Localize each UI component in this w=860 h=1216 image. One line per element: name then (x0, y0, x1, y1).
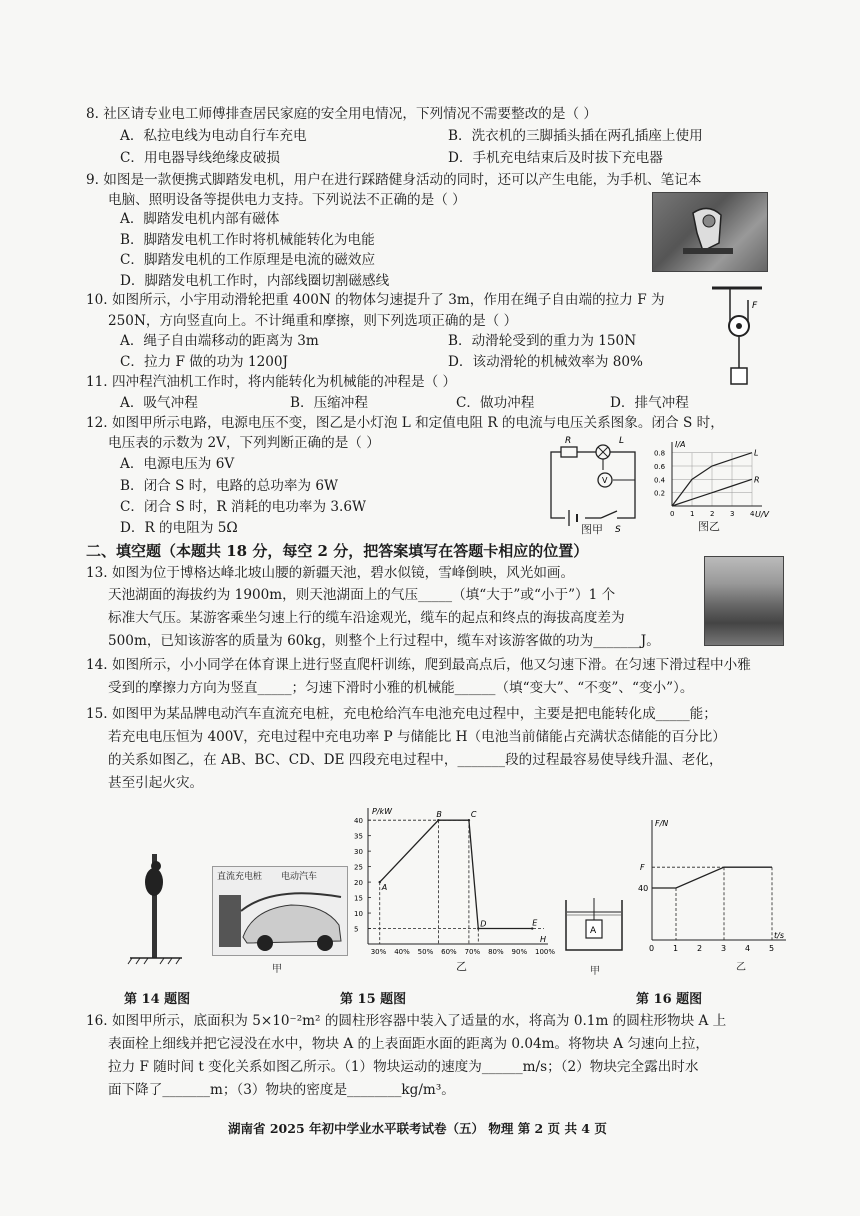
q10-option-d: D．该动滑轮的机械效率为 80% (448, 354, 643, 370)
fig15-jia-label: 甲 (272, 964, 282, 975)
f16-x-axis-label: t/s (774, 931, 784, 940)
caption-q14: 第 14 题图 (124, 992, 191, 1007)
q12-x-tick: 3 (730, 510, 735, 518)
f16-x-tick: 5 (769, 944, 775, 953)
q15-line4: 甚至引起火灾。 (108, 775, 204, 791)
q13-line3: 标准大气压。某游客乘坐匀速上行的缆车沿途观光，缆车的起点和终点的海拔高度差为 (108, 610, 625, 626)
circuit-resistor-label: R (565, 436, 572, 446)
f15-y-axis-label: P/kW (372, 807, 393, 816)
q14-line2: 受到的摩擦力方向为竖直_____；匀速下滑时小雅的机械能______（填“变大”、“不变”、“变小”）。 (108, 680, 694, 696)
f15-x-axis-label: H (540, 935, 547, 944)
f15-point-b (437, 819, 439, 821)
q11-option-c: C．做功冲程 (456, 395, 535, 411)
circuit-resistor (561, 447, 577, 457)
q12-y-tick: 0.2 (654, 489, 666, 498)
q12-option-c: C．闭合 S 时，R 消耗的电功率为 3.6W (120, 499, 366, 515)
f15-x-tick: 30% (370, 948, 387, 956)
q15-line1: 15. 如图甲为某品牌电动汽车直流充电桩，充电枪给汽车电池充电过程中，主要是把电能转化成_____能； (86, 706, 717, 722)
q9-option-b: B．脚踏发电机工作时将机械能转化为电能 (120, 232, 375, 248)
f15-point-label: E (532, 918, 538, 928)
f15-point-c (468, 819, 470, 821)
q12-x-tick: 2 (710, 510, 715, 518)
q9-option-a: A．脚踏发电机内部有磁体 (120, 211, 280, 227)
q16-line3: 拉力 F 随时间 t 变化关系如图乙所示。（1）物块运动的速度为______m/s；（2）物块完全露出时水 (108, 1059, 699, 1075)
q10-option-c: C．拉力 F 做的功为 1200J (120, 354, 288, 370)
f15-point-label: A (381, 883, 388, 893)
section-2-heading: 二、填空题（本题共 18 分，每空 2 分，把答案填写在答题卡相应的位置） (86, 542, 589, 560)
q12-iv-graph (650, 438, 768, 520)
q11-option-b: B．压缩冲程 (290, 395, 368, 411)
caption-q15: 第 15 题图 (340, 992, 407, 1007)
pulley-diagram (712, 282, 762, 394)
q12-stem-line1: 12. 如图甲所示电路，电源电压不变，图乙是小灯泡 L 和定值电阻 R 的电流与电压关系图象。闭合 S 时， (86, 415, 724, 431)
f15-point-a (379, 881, 381, 883)
q9-stem-line2: 电脑、照明设备等提供电力支持。下列说法不正确的是（ ） (108, 192, 466, 208)
q11-option-d: D．排气冲程 (610, 395, 689, 411)
q12-option-d: D．R 的电阻为 5Ω (120, 520, 238, 536)
f15-y-tick: 30 (354, 848, 363, 857)
f16-y-tick-f: F (640, 863, 645, 873)
q12-y-tick: 0.8 (654, 449, 666, 458)
q8-option-a: A．私拉电线为电动自行车充电 (120, 128, 307, 144)
q16-line4: 面下降了_______m；（3）物块的密度是________kg/m³。 (108, 1082, 455, 1098)
f16-x-tick: 2 (697, 944, 703, 953)
circuit-switch-label: S (615, 525, 621, 535)
q12-fig-yi-label: 图乙 (698, 520, 720, 533)
f15-y-tick: 15 (354, 894, 363, 903)
f15-x-tick: 70% (464, 948, 481, 956)
charging-pile-icon (219, 895, 241, 947)
q9-option-c: C．脚踏发电机的工作原理是电流的磁效应 (120, 252, 376, 268)
f15-y-tick: 10 (354, 910, 363, 919)
q10-stem-line2: 250N，方向竖直向上。不计绳重和摩擦，则下列选项正确的是（ ） (108, 313, 518, 329)
q8-option-c: C．用电器导线绝缘皮破损 (120, 150, 280, 166)
pulley-force-label: F (752, 301, 758, 311)
f15-y-tick: 5 (354, 925, 359, 934)
f16-y-axis-label: F/N (655, 819, 669, 828)
q11-stem: 11. 四冲程汽油机工作时，将内能转化为机械能的冲程是（ ） (86, 374, 457, 390)
f16-y-tick-40: 40 (638, 884, 649, 893)
f15-x-tick: 100% (535, 948, 556, 956)
q10-option-b: B．动滑轮受到的重力为 150N (448, 333, 637, 349)
q13-line2: 天池湖面的海拔约为 1900m，则天池湖面上的气压_____（填“大于”或“小于”）1 个 (108, 587, 616, 603)
q12-x-tick: 1 (690, 510, 695, 518)
label-electric-car: 电动汽车 (281, 872, 318, 882)
tianchi-lake-photo (704, 556, 784, 646)
climber-figure (145, 868, 163, 896)
page-footer: 湖南省 2025 年初中学业水平联考试卷（五） 物理 第 2 页 共 4 页 (228, 1121, 607, 1136)
circuit-wire-loop (551, 452, 635, 518)
f16-x-tick: 3 (721, 944, 727, 953)
q13-line4: 500m，已知该游客的质量为 60kg，则整个上行过程中，缆车对该游客做的功为_______J。 (108, 633, 660, 649)
q12-x-axis-label: U/V (755, 510, 770, 519)
f15-x-tick: 50% (417, 948, 434, 956)
f15-x-tick: 60% (441, 948, 457, 956)
f16-x-tick: 4 (745, 944, 751, 953)
q12-y-tick: 0.4 (654, 476, 666, 485)
pedal-generator-photo (652, 192, 768, 272)
q16-line2: 表面栓上细线并把它浸没在水中，物块 A 的上表面距水面的距离为 0.04m。将物块 A 匀速向上拉， (108, 1036, 709, 1052)
q15-line3: 的关系如图乙，在 AB、BC、CD、DE 四段充电过程中，_______段的过程最容易使导线升温、老化， (108, 752, 723, 768)
f15-point-e (531, 927, 533, 929)
f15-point-label: B (436, 810, 442, 820)
q12-curve-r-label: R (754, 475, 760, 485)
fig16-yi-label: 乙 (736, 962, 746, 973)
f16-x-tick: 1 (673, 944, 679, 953)
pulley-load-block (731, 368, 747, 384)
fig16-jia-label: 甲 (590, 966, 600, 977)
f16-x-tick: 0 (649, 944, 655, 953)
f15-y-tick: 20 (354, 879, 363, 888)
q12-option-b: B．闭合 S 时，电路的总功率为 6W (120, 478, 339, 494)
f15-power-curve (380, 820, 533, 928)
circuit-voltmeter-label: V (602, 476, 608, 485)
pedal-generator-sketch (653, 193, 767, 271)
q8-option-b: B．洗衣机的三脚插头插在两孔插座上使用 (448, 128, 703, 144)
q12-x-tick: 0 (670, 510, 675, 518)
f15-y-tick: 35 (354, 832, 363, 841)
caption-q16: 第 16 题图 (636, 992, 703, 1007)
f15-x-tick: 90% (511, 948, 528, 956)
q12-x-tick: 4 (750, 510, 755, 518)
q10-stem-line1: 10. 如图所示，小宇用动滑轮把重 400N 的物体匀速提升了 3m，作用在绳子自由端的拉力 F 为 (86, 292, 665, 308)
q15-power-graph (340, 806, 556, 970)
f15-point-label: C (470, 810, 477, 820)
q12-stem-line2: 电压表的示数为 2V，下列判断正确的是（ ） (108, 435, 380, 451)
q12-curve-l-label: L (754, 448, 759, 458)
fig15-yi-label: 乙 (456, 960, 467, 973)
q9-option-d: D．脚踏发电机工作时，内部线圈切割磁感线 (120, 273, 390, 289)
block-a-label: A (590, 926, 597, 936)
q15-charging-photo (212, 866, 348, 956)
f15-y-tick: 25 (354, 863, 363, 872)
q12-y-axis-label: I/A (675, 440, 686, 449)
f15-x-tick: 80% (488, 948, 504, 956)
q14-line1: 14. 如图所示，小小同学在体育课上进行竖直爬杆训练，爬到最高点后，他又匀速下滑。在匀速下滑过程中小雅 (86, 657, 751, 673)
label-dc-charging-pile: 直流充电桩 (217, 872, 263, 882)
f16-force-curve (652, 867, 772, 888)
q14-climbing-pole-figure (128, 852, 184, 970)
q8-stem: 8. 社区请专业电工师傅排查居民家庭的安全用电情况，下列情况不需要整改的是（ ） (86, 106, 597, 122)
q9-stem-line1: 9. 如图是一款便携式脚踏发电机，用户在进行踩踏健身活动的同时，还可以产生电能，为手机、笔记本 (86, 172, 702, 188)
q12-option-a: A．电源电压为 6V (120, 456, 235, 472)
q15-line2: 若充电电压恒为 400V，充电过程中充电功率 P 与储能比 H（电池当前储能占充满状态储能的百分比） (108, 729, 726, 745)
q10-option-a: A．绳子自由端移动的距离为 3m (120, 333, 319, 349)
f15-point-label: D (480, 919, 487, 929)
f15-point-d (477, 927, 479, 929)
f15-x-tick: 40% (394, 948, 410, 956)
q16-container-figure (562, 898, 626, 958)
q13-line1: 13. 如图为位于博格达峰北坡山腰的新疆天池，碧水似镜，雪峰倒映，风光如画。 (86, 565, 575, 581)
f15-y-tick: 40 (354, 817, 363, 826)
q8-option-d: D．手机充电结束后及时拔下充电器 (448, 150, 663, 166)
circuit-lamp-label: L (619, 436, 625, 446)
q12-fig-jia-label: 图甲 (581, 523, 603, 536)
q16-line1: 16. 如图甲所示，底面积为 5×10⁻²m² 的圆柱形容器中装入了适量的水，将高为 0.1m 的圆柱形物块 A 上 (86, 1013, 727, 1029)
q11-option-a: A．吸气冲程 (120, 395, 198, 411)
q16-force-graph (630, 816, 790, 956)
q12-y-tick: 0.6 (654, 463, 666, 471)
